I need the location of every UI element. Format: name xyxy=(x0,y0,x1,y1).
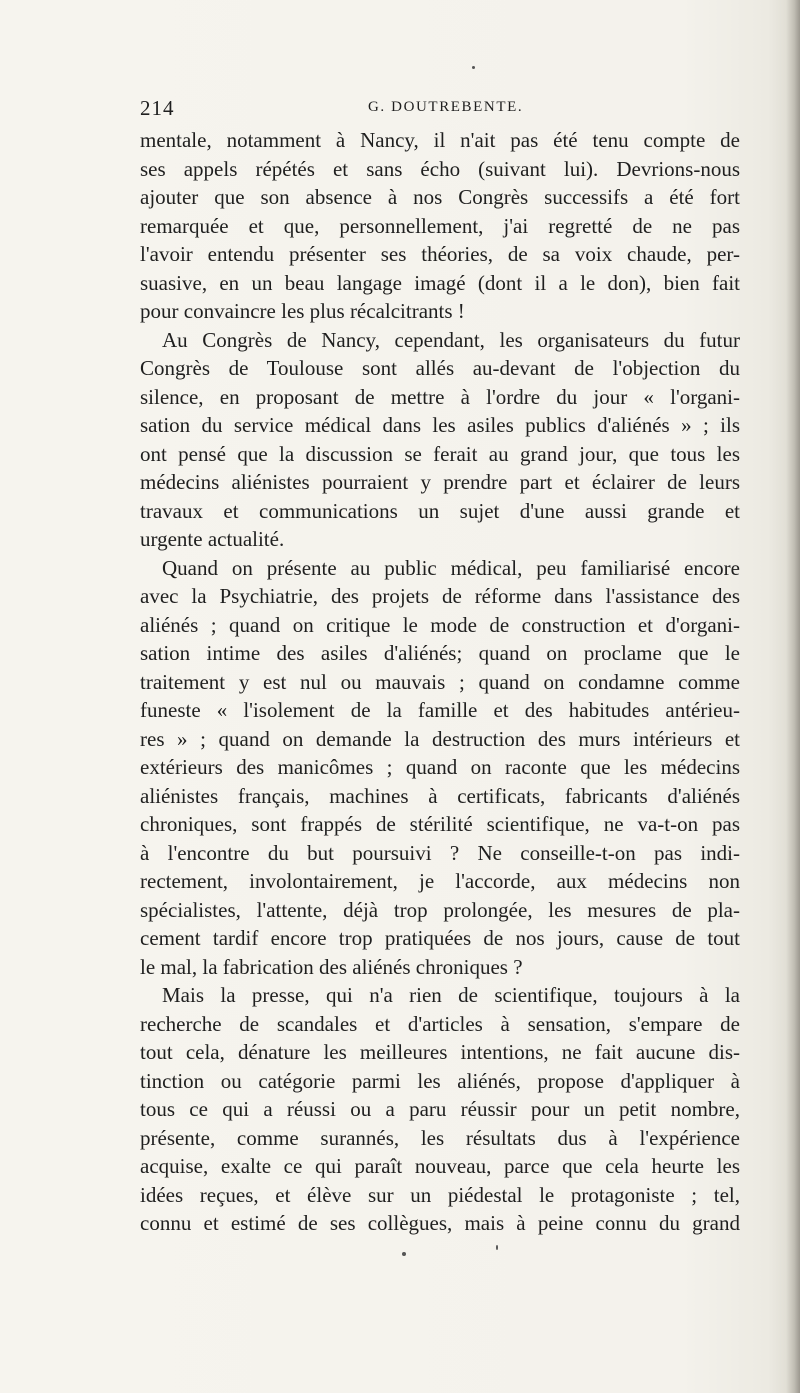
text-line: l'avoir entendu présenter ses théories, de sa voix chaude, per- xyxy=(140,242,740,266)
text-line: ajouter que son absence à nos Congrès successifs a été fort xyxy=(140,185,740,209)
text-line: res » ; quand on demande la destruction des murs intérieurs et xyxy=(140,726,740,751)
text-line: spécialistes, l'attente, déjà trop prolongée, les mesures de pla- xyxy=(140,897,740,922)
print-speck xyxy=(496,1245,498,1250)
page-header xyxy=(140,96,740,120)
text-line: pour convaincre les plus récalcitrants ! xyxy=(140,299,465,323)
text-line: funeste « l'isolement de la famille et des habitudes antérieu- xyxy=(140,698,740,722)
text-line: cement tardif encore trop pratiquées de nos jours, cause de tout xyxy=(140,926,740,950)
running-head: G. DOUTREBENTE. xyxy=(368,99,524,115)
text-line: tinction ou catégorie parmi les aliénés, propose d'appliquer à xyxy=(140,1068,740,1093)
text-line: le mal, la fabrication des aliénés chroniques ? xyxy=(140,954,523,979)
print-speck xyxy=(402,1252,406,1256)
text-line: tous ce qui a réussi ou a paru réussir pour un petit nombre, xyxy=(140,1097,740,1121)
print-speck xyxy=(472,66,475,69)
text-line: Congrès de Toulouse sont allés au-devant de l'objection du xyxy=(140,356,740,380)
text-line: chroniques, sont frappés de stérilité scientifique, ne va-t-on pas xyxy=(140,812,740,836)
text-line: rectement, involontairement, je l'accorde, aux médecins non xyxy=(140,869,740,893)
text-line: sation du service médical dans les asiles publics d'aliénés » ; ils xyxy=(140,413,740,437)
text-line: tout cela, dénature les meilleures intentions, ne fait aucune dis- xyxy=(140,1040,740,1064)
text-line: extérieurs des manicômes ; quand on raconte que les médecins xyxy=(140,755,740,779)
text-line: présente, comme surannés, les résultats dus à l'expérience xyxy=(140,1125,740,1150)
text-line: mentale, notamment à Nancy, il n'ait pas été tenu compte de xyxy=(140,128,740,152)
text-line: recherche de scandales et d'articles à sensation, s'empare de xyxy=(140,1011,740,1036)
text-line: Mais la presse, qui n'a rien de scientifique, toujours à la xyxy=(162,983,740,1007)
text-line: Au Congrès de Nancy, cependant, les organisateurs du futur xyxy=(162,327,740,352)
text-line: Quand on présente au public médical, peu familiarisé encore xyxy=(162,555,740,580)
text-line: traitement y est nul ou mauvais ; quand on condamne comme xyxy=(140,669,740,694)
text-line: avec la Psychiatrie, des projets de réforme dans l'assistance des xyxy=(140,584,740,608)
text-line: silence, en proposant de mettre à l'ordre du jour « l'organi- xyxy=(140,384,740,409)
text-line: ses appels répétés et sans écho (suivant lui). Devrions-nous xyxy=(140,156,740,181)
text-line: médecins aliénistes pourraient y prendre part et éclairer de leurs xyxy=(140,470,740,494)
page-edge-shadow xyxy=(786,0,800,1393)
text-line: sation intime des asiles d'aliénés; quand on proclame que le xyxy=(140,641,740,665)
page-number: 214 xyxy=(140,96,175,120)
text-line: suasive, en un beau langage imagé (dont il a le don), bien fait xyxy=(140,270,740,295)
text-line: à l'encontre du but poursuivi ? Ne conseille-t-on pas indi- xyxy=(140,840,740,865)
text-line: remarquée et que, personnellement, j'ai regretté de ne pas xyxy=(140,213,740,238)
body-text xyxy=(140,126,740,1238)
text-line: ont pensé que la discussion se ferait au grand jour, que tous les xyxy=(140,441,740,466)
text-line: travaux et communications un sujet d'une aussi grande et xyxy=(140,498,740,523)
text-line: aliénistes français, machines à certificats, fabricants d'aliénés xyxy=(140,783,740,808)
text-line: connu et estimé de ses collègues, mais à peine connu du grand xyxy=(140,1211,740,1235)
text-line: urgente actualité. xyxy=(140,527,285,551)
text-line: idées reçues, et élève sur un piédestal le protagoniste ; tel, xyxy=(140,1182,740,1207)
text-line: acquise, exalte ce qui paraît nouveau, parce que cela heurte les xyxy=(140,1154,740,1178)
text-line: aliénés ; quand on critique le mode de construction et d'organi- xyxy=(140,612,740,637)
